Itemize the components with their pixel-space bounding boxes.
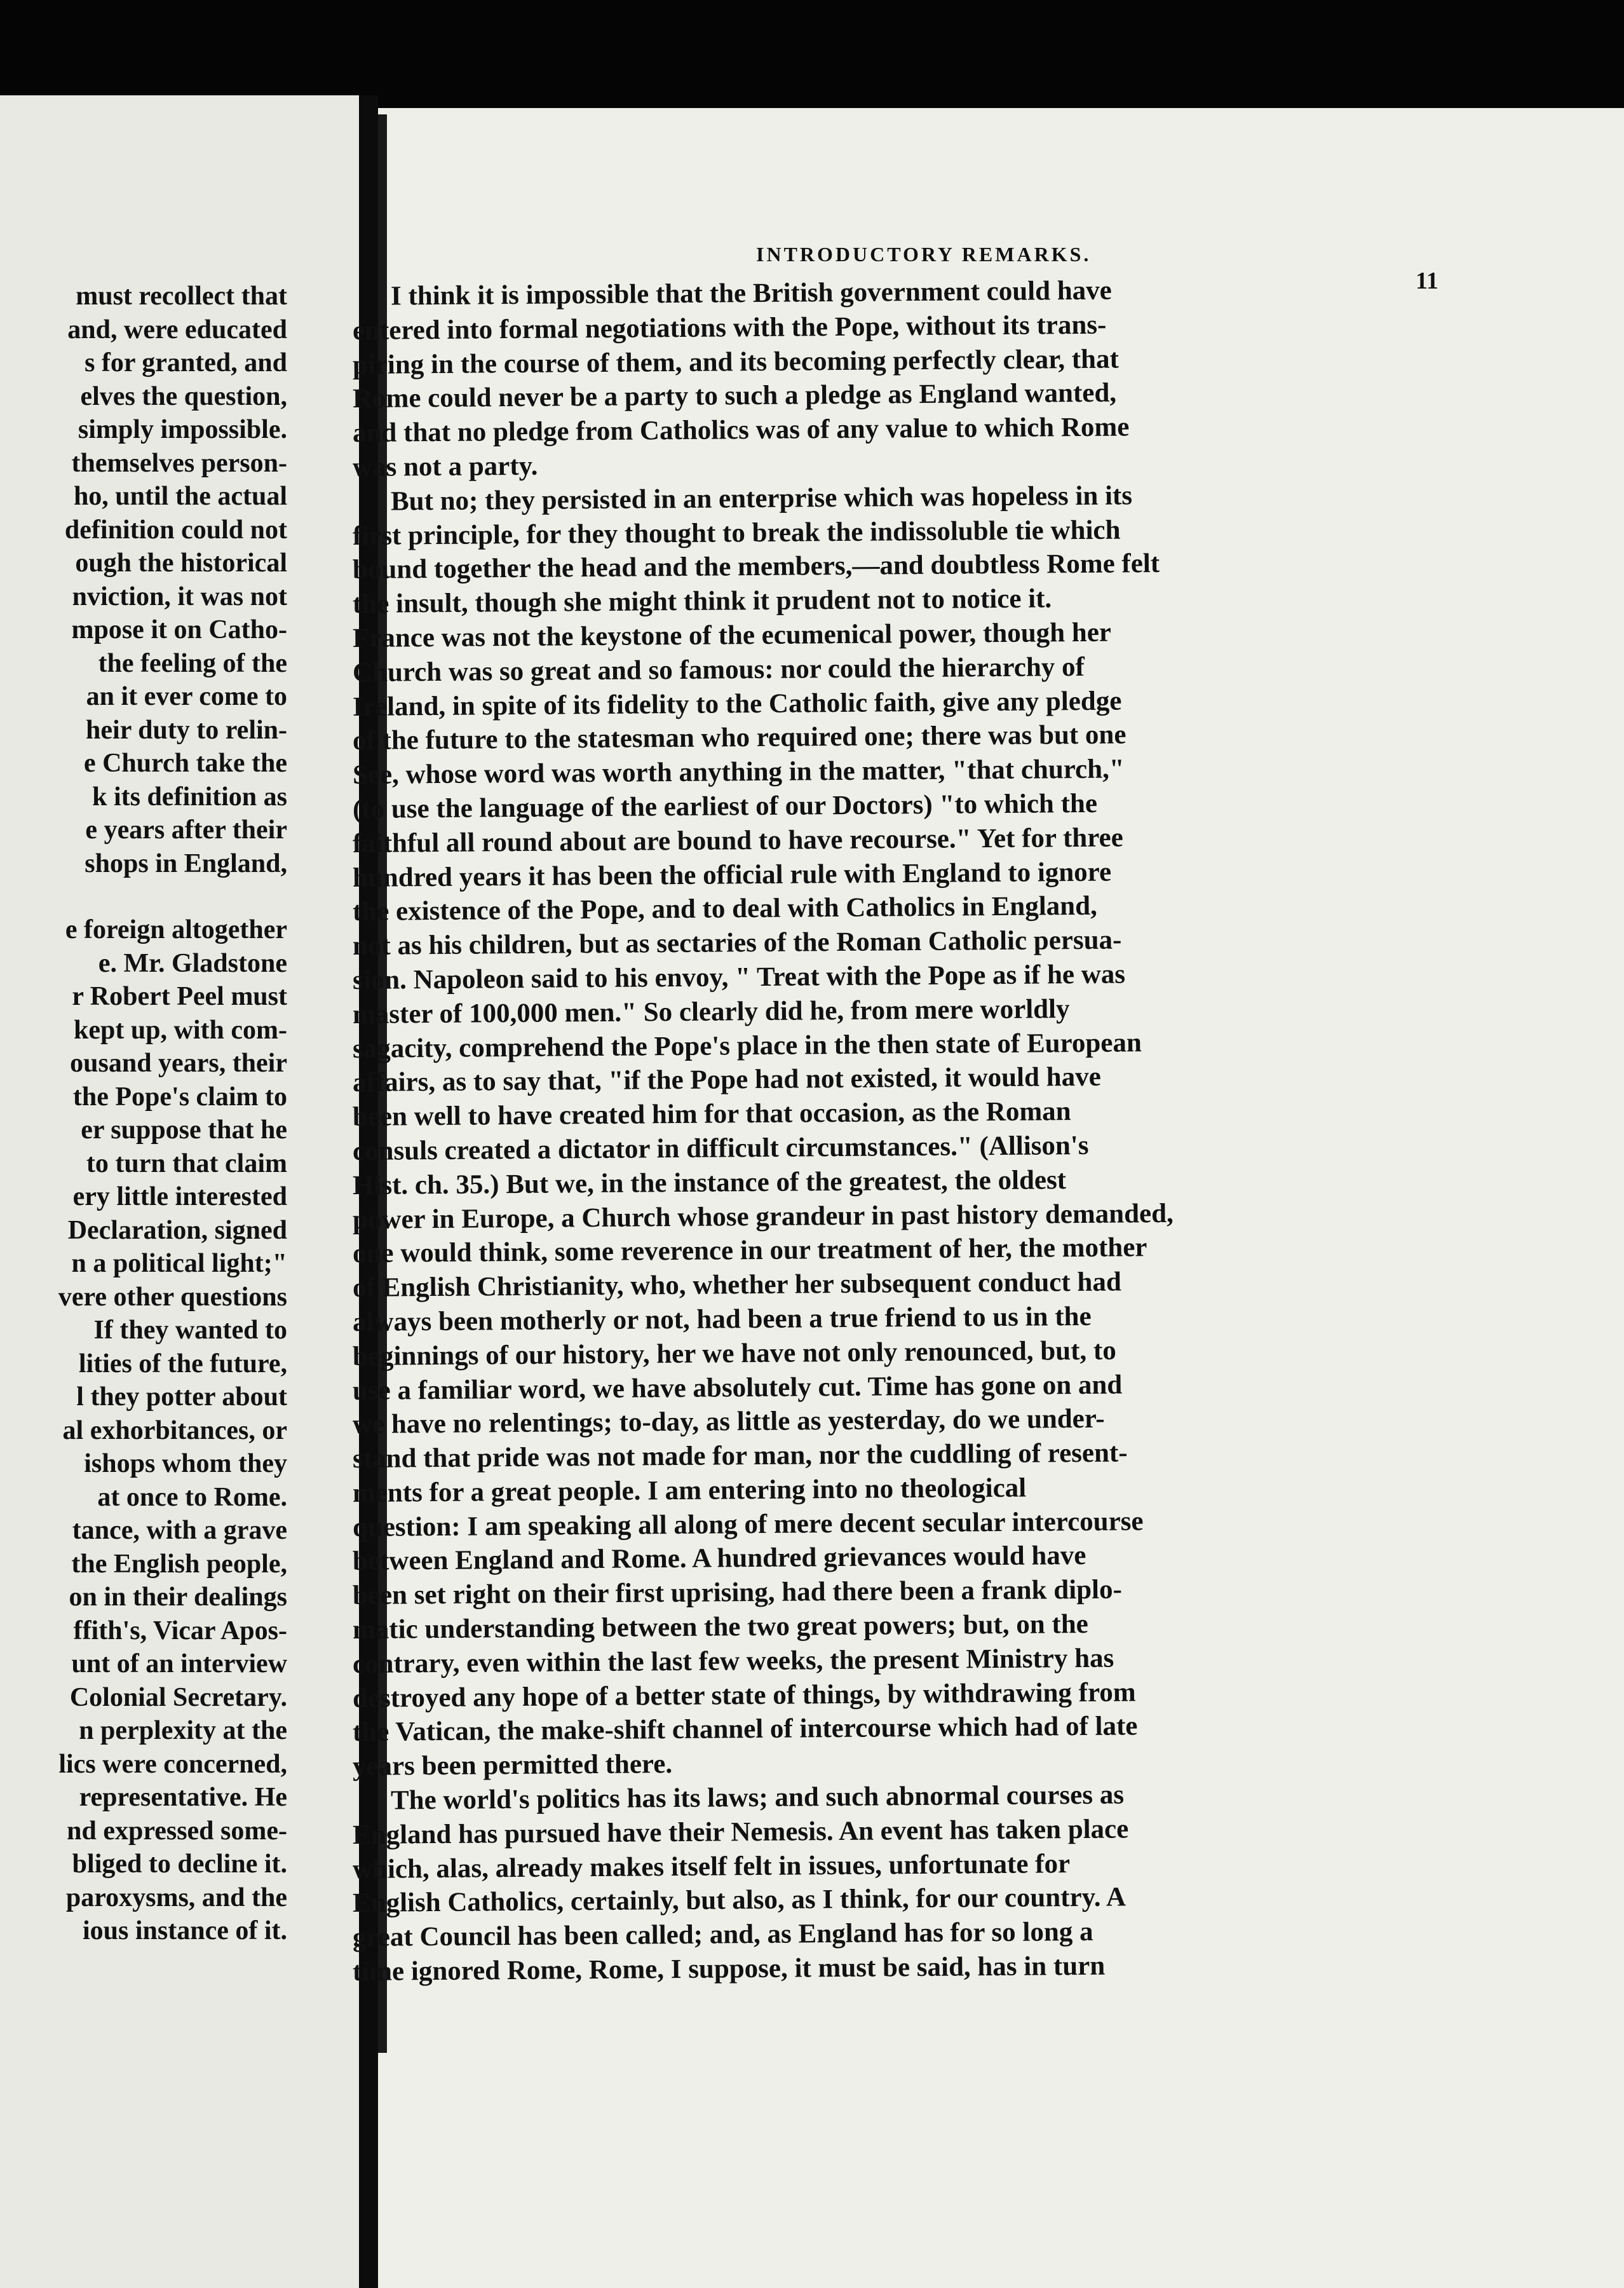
body-line: question: I am speaking all along of mere decent secular intercourse [352,1506,1144,1542]
left-page-line: s for granted, and [85,348,287,378]
left-page-line: nviction, it was not [72,582,287,611]
left-page-line: If they wanted to [93,1316,287,1345]
body-line: first principle, for they thought to break the indissoluble tie which [352,515,1121,551]
body-line: sion. Napoleon said to his envoy, " Treat with the Pope as if he was [352,959,1126,995]
body-line: power in Europe, a Church whose grandeur in past history demanded, [352,1198,1174,1235]
left-page-line: must recollect that [76,282,287,311]
body-line: matic understanding between the two great powers; but, on the [352,1609,1088,1645]
body-line: great Council has been called; and, as England has for so long a [352,1917,1093,1953]
body-line: destroyed any hope of a better state of things, by withdrawing from [352,1677,1136,1713]
left-page-line: heir duty to relin- [86,715,287,745]
body-line: and that no pledge from Catholics was of any value to which Rome [352,412,1130,449]
body-line: The world's politics has its laws; and such abnormal courses as [390,1780,1125,1816]
body-line: bound together the head and the members,—and doubtless Rome felt [352,548,1160,585]
body-line: the existence of the Pope, and to deal with Catholics in England, [352,891,1097,927]
body-line: Ireland, in spite of its fidelity to the Catholic faith, give any pledge [352,686,1122,722]
body-line: affairs, as to say that, "if the Pope had not existed, it would have [352,1062,1101,1098]
left-page-line: k its definition as [92,782,287,812]
left-page-line: Colonial Secretary. [69,1682,287,1712]
left-page-line: ffith's, Vicar Apos- [73,1616,287,1645]
body-line: Rome could never be a party to such a pledge as England wanted, [352,378,1117,414]
body-line: Hist. ch. 35.) But we, in the instance of the greatest, the oldest [352,1164,1067,1201]
body-line: entered into formal negotiations with the Pope, without its trans- [352,310,1107,346]
left-page-line: l they potter about [76,1382,287,1412]
left-page-line: the Pope's claim to [72,1082,287,1112]
left-page-line: lics were concerned, [58,1749,287,1779]
left-page-line: ery little interested [72,1182,287,1211]
body-line: been set right on their first uprising, had there been a frank diplo- [352,1574,1122,1611]
left-page-line: tance, with a grave [72,1516,287,1545]
body-line: (to use the language of the earliest of our Doctors) "to which the [352,788,1098,824]
left-page-line: at once to Rome. [97,1482,287,1512]
left-page-line: to turn that claim [86,1148,287,1178]
left-page-line: mpose it on Catho- [71,615,287,644]
body-line: of English Christianity, who, whether her subsequent conduct had [352,1267,1121,1304]
left-page-line: the feeling of the [98,648,287,678]
page-number: 11 [1416,268,1438,294]
left-page-line: bliged to decline it. [72,1849,287,1879]
body-line: consuls created a dictator in difficult circumstances." (Allison's [352,1130,1089,1166]
left-page-line: ishops whom they [84,1449,287,1478]
body-line: of the future to the statesman who required one; there was but one [352,719,1127,756]
body-line: ments for a great people. I am entering into no theological [352,1473,1027,1508]
left-page-line: e. Mr. Gladstone [98,948,287,978]
body-line: faithful all round about are bound to have recourse." Yet for three [352,822,1123,859]
left-page-line: vere other questions [58,1282,287,1312]
body-line: which, alas, already makes itself felt in issues, unfortunate for [352,1848,1071,1884]
body-line: stand that pride was not made for man, nor the cuddling of resent- [352,1438,1128,1474]
left-page-line: the English people, [71,1549,287,1579]
left-page-line: paroxysms, and the [65,1883,287,1912]
body-line: we have no relentings; to-day, as little as yesterday, do we under- [352,1404,1105,1440]
left-page-line [0,880,359,913]
body-line: was not a party. [352,451,538,482]
left-page-line: and, were educated [67,315,287,344]
left-page-line: e years after their [85,815,287,845]
body-line: English Catholics, certainly, but also, as I think, for our country. A [352,1882,1127,1919]
body-line: piring in the course of them, and its becoming perfectly clear, that [352,344,1120,380]
body-line: been well to have created him for that occasion, as the Roman [352,1096,1071,1133]
left-page-line: unt of an interview [71,1649,287,1679]
body-line: beginnings of our history, her we have not only renounced, but, to [352,1335,1116,1372]
body-text [352,275,1452,1989]
body-line: always been motherly or not, had been a true friend to us in the [352,1301,1092,1337]
left-page-line: ho, until the actual [73,482,287,511]
left-page-line: n a political light;" [71,1249,287,1278]
body-line: one would think, some reverence in our treatment of her, the mother [352,1232,1147,1269]
left-page-line: ousand years, their [70,1049,287,1078]
left-page-line: elves the question, [80,381,287,411]
left-facing-page [0,95,359,2288]
left-page-line: Declaration, signed [67,1215,287,1245]
left-page-text [0,280,359,1948]
body-line: between England and Rome. A hundred grievances would have [352,1541,1086,1577]
scan-background [0,0,1624,95]
body-line: master of 100,000 men." So clearly did he, from mere worldly [352,993,1070,1030]
body-line: See, whose word was worth anything in the matter, "that church," [352,754,1125,791]
left-page-line: themselves person- [71,448,287,478]
body-line: hundred years it has been the official rule with England to ignore [352,857,1112,893]
left-page-line: al exhorbitances, or [62,1415,287,1445]
body-line: the Vatican, the make-shift channel of intercourse which had of late [352,1711,1138,1748]
left-page-line: ough the historical [75,548,287,578]
body-line: not as his children, but as sectaries of the Roman Catholic persua- [352,925,1122,962]
left-page-line: lities of the future, [78,1349,287,1379]
body-line: France was not the keystone of the ecumenical power, though her [352,617,1112,653]
body-line: time ignored Rome, Rome, I suppose, it must be said, has in turn [352,1951,1106,1987]
body-line: Church was so great and so famous: nor could the hierarchy of [352,651,1085,688]
left-page-line: e foreign altogether [65,915,287,944]
left-page-line: definition could not [64,515,287,545]
body-line: the insult, though she might think it prudent not to notice it. [352,583,1052,620]
left-page-line: on in their dealings [69,1583,287,1612]
left-page-line: er suppose that he [81,1115,287,1145]
body-line: I think it is impossible that the British government could have [390,275,1112,311]
left-page-line: representative. He [79,1783,287,1812]
body-line: years been permitted there. [352,1749,673,1782]
running-head: INTRODUCTORY REMARKS. [756,243,1092,266]
left-page-line: an it ever come to [86,682,287,711]
left-page-line: shops in England, [85,848,287,878]
body-line: use a familiar word, we have absolutely cut. Time has gone on and [352,1369,1123,1406]
body-line: sagacity, comprehend the Pope's place in the then state of European [352,1027,1142,1064]
left-page-line: ious instance of it. [82,1916,287,1945]
left-page-line: n perplexity at the [79,1716,287,1745]
body-line: contrary, even within the last few weeks, the present Ministry has [352,1643,1114,1679]
left-page-line: r Robert Peel must [72,982,287,1011]
left-page-line: nd expressed some- [67,1816,287,1846]
left-page-line: kept up, with com- [73,1015,287,1045]
left-page-line: e Church take the [83,749,287,778]
left-page-line: simply impossible. [78,415,287,444]
body-line: But no; they persisted in an enterprise which was hopeless in its [390,480,1133,517]
body-line: England has pursued have their Nemesis. An event has taken place [352,1814,1129,1850]
